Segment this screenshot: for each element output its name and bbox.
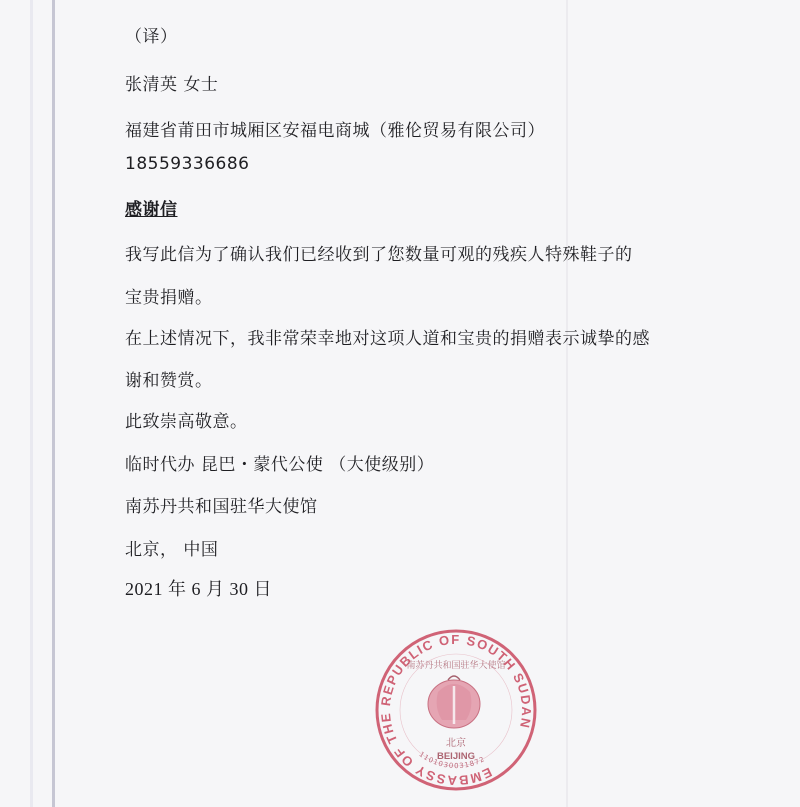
- body-paragraph-1-line-2: 宝贵捐赠。: [125, 288, 213, 308]
- coat-of-arms-eagle-icon: [428, 676, 480, 728]
- stamp-number: 1101030031872: [417, 750, 487, 771]
- letter-title: 感谢信: [125, 200, 178, 220]
- organization: 南苏丹共和国驻华大使馆: [125, 497, 318, 517]
- page-edge-shadow: [30, 0, 33, 807]
- recipient-name: 张清英 女士: [125, 75, 219, 95]
- signatory: 临时代办 昆巴・蒙代公使 （大使级别）: [125, 455, 435, 475]
- location: 北京， 中国: [125, 540, 219, 560]
- embassy-seal-stamp: [374, 628, 538, 792]
- page-margin-line: [52, 0, 55, 807]
- recipient-address: 福建省莆田市城厢区安福电商城（雅伦贸易有限公司）: [125, 121, 545, 141]
- page-fold-line: [566, 0, 568, 807]
- stamp-city-en: BEIJING: [436, 751, 476, 762]
- stamp-city-cn: 北京: [446, 738, 466, 749]
- stamp-inner-text: 南苏丹共和国驻华大使馆: [406, 661, 506, 671]
- body-paragraph-1-line-1: 我写此信为了确认我们已经收到了您数量可观的残疾人特殊鞋子的: [125, 245, 633, 265]
- body-paragraph-2-line-2: 谢和赞赏。: [125, 371, 213, 391]
- translation-mark: （译）: [125, 27, 178, 47]
- closing-salutation: 此致崇高敬意。: [125, 412, 248, 432]
- body-paragraph-2-line-1: 在上述情况下，我非常荣幸地对这项人道和宝贵的捐赠表示诚挚的感: [125, 329, 650, 349]
- stamp-outer-text: EMBASSY OF THE REPUBLIC OF SOUTH SUDAN: [377, 631, 535, 789]
- letter-date: 2021 年 6 月 30 日: [125, 579, 272, 599]
- recipient-phone: 18559336686: [125, 154, 250, 174]
